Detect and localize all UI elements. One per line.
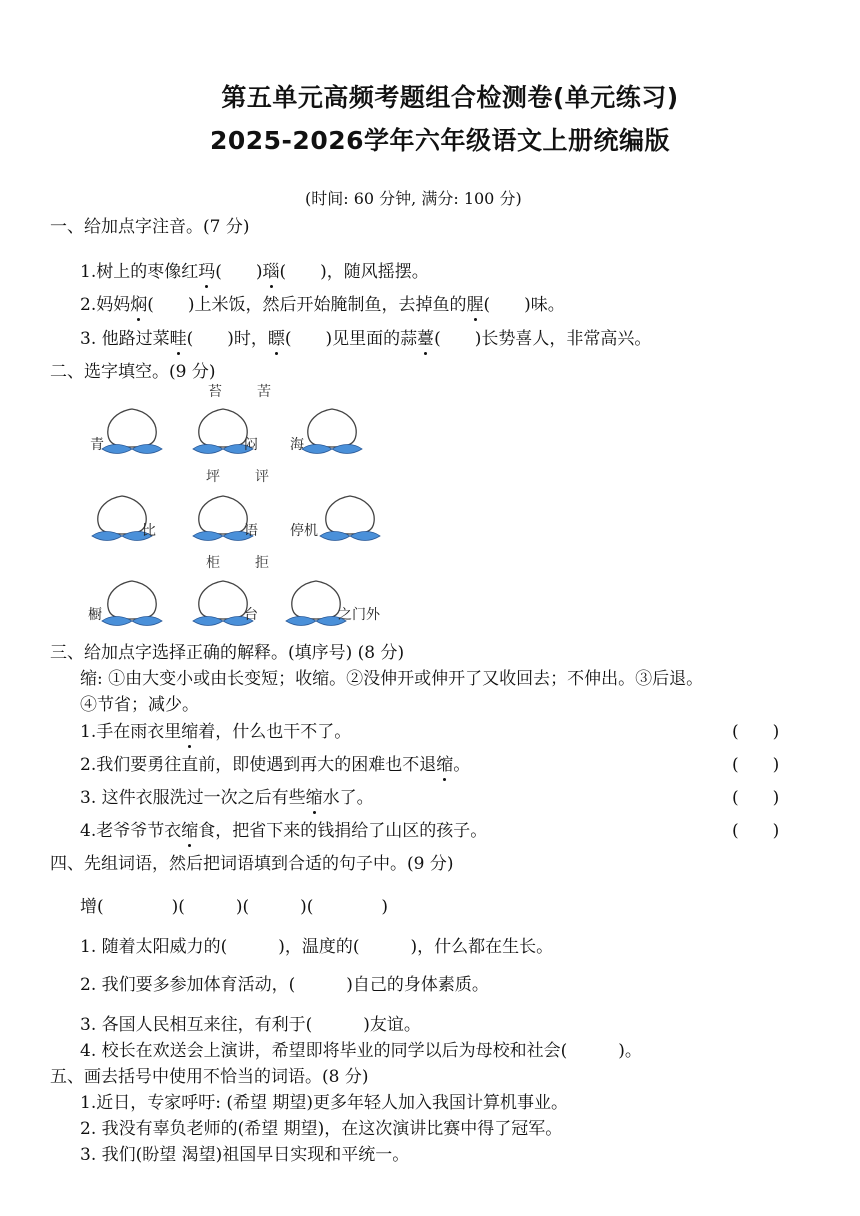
s3-question-3: 3. 这件衣服洗过一次之后有些缩水了。 [80, 788, 374, 808]
s5-question-1: 1.近日，专家呼吁: (希望 期望)更多年轻人加入我国计算机事业。 [80, 1093, 569, 1113]
section-5-heading: 五、画去括号中使用不恰当的词语。(8 分) [50, 1067, 369, 1087]
s1-question-2: 2.妈妈焖( )上米饭，然后开始腌制鱼，去掉鱼的腥( )味。 [80, 295, 565, 315]
peach-label: 之门外 [338, 607, 380, 623]
s5-question-3: 3. 我们(盼望 渴望)祖国早日实现和平统一。 [80, 1145, 410, 1165]
peach-blank[interactable] [100, 577, 164, 629]
s4-question-1: 1. 随着太阳威力的( )，温度的( )，什么都在生长。 [80, 937, 554, 957]
answer-paren[interactable]: ( ) [732, 821, 780, 841]
peach-label: 青 [90, 437, 104, 453]
choice-char: 苔 [208, 384, 222, 400]
peach-blank[interactable] [100, 405, 164, 457]
peach-label: 橱 [88, 607, 102, 623]
peach-blank[interactable] [300, 405, 364, 457]
peach-label: 海 [290, 437, 304, 453]
choice-char: 柜 [206, 555, 220, 571]
peach-label: 比 [142, 523, 156, 539]
peach-label: 闷 [244, 437, 258, 453]
definition-line-2: ④节省；减少。 [80, 695, 199, 715]
peach-blank[interactable] [318, 492, 382, 544]
time-score-info: (时间: 60 分钟, 满分: 100 分) [305, 189, 522, 208]
answer-paren[interactable]: ( ) [732, 788, 780, 808]
s3-question-4: 4.老爷爷节衣缩食，把省下来的钱捐给了山区的孩子。 [80, 821, 488, 841]
choice-char: 坪 [206, 469, 220, 485]
section-3-heading: 三、给加点字选择正确的解释。(填序号) (8 分) [50, 643, 405, 663]
s4-question-2: 2. 我们要多参加体育活动，( )自己的身体素质。 [80, 975, 489, 995]
s3-question-1: 1.手在雨衣里缩着，什么也干不了。 [80, 722, 352, 742]
choice-char: 评 [255, 469, 269, 485]
exam-title: 第五单元高频考题组合检测卷(单元练习) [221, 83, 679, 112]
s4-question-4: 4. 校长在欢送会上演讲，希望即将毕业的同学以后为母校和社会( )。 [80, 1041, 642, 1061]
s4-question-3: 3. 各国人民相互来往，有利于( )友谊。 [80, 1015, 421, 1035]
section-4-heading: 四、先组词语，然后把词语填到合适的句子中。(9 分) [50, 854, 454, 874]
choice-char: 苦 [257, 384, 271, 400]
s1-question-1: 1.树上的枣像红玛( )瑙( )，随风摇摆。 [80, 262, 429, 282]
section-1-heading: 一、给加点字注音。(7 分) [50, 217, 250, 237]
choice-char: 拒 [255, 555, 269, 571]
word-formation-blanks[interactable]: 增( )( )( )( ) [80, 897, 389, 917]
answer-paren[interactable]: ( ) [732, 755, 780, 775]
section-2-heading: 二、选字填空。(9 分) [50, 362, 216, 382]
s5-question-2: 2. 我没有辜负老师的(希望 期望)，在这次演讲比赛中得了冠军。 [80, 1119, 563, 1139]
peach-label: 台 [244, 607, 258, 623]
definition-line-1: 缩: ①由大变小或由长变短；收缩。②没伸开或伸开了又收回去；不伸出。③后退。 [80, 669, 704, 689]
s3-question-2: 2.我们要勇往直前，即使遇到再大的困难也不退缩。 [80, 755, 471, 775]
answer-paren[interactable]: ( ) [732, 722, 780, 742]
peach-label: 语 [244, 523, 258, 539]
s1-question-3: 3. 他路过菜畦( )时，瞟( )见里面的蒜薹( )长势喜人，非常高兴。 [80, 329, 652, 349]
exam-subtitle-grade: 2025-2026学年六年级语文上册统编版 [209, 126, 671, 155]
peach-label: 停机 [290, 523, 318, 539]
